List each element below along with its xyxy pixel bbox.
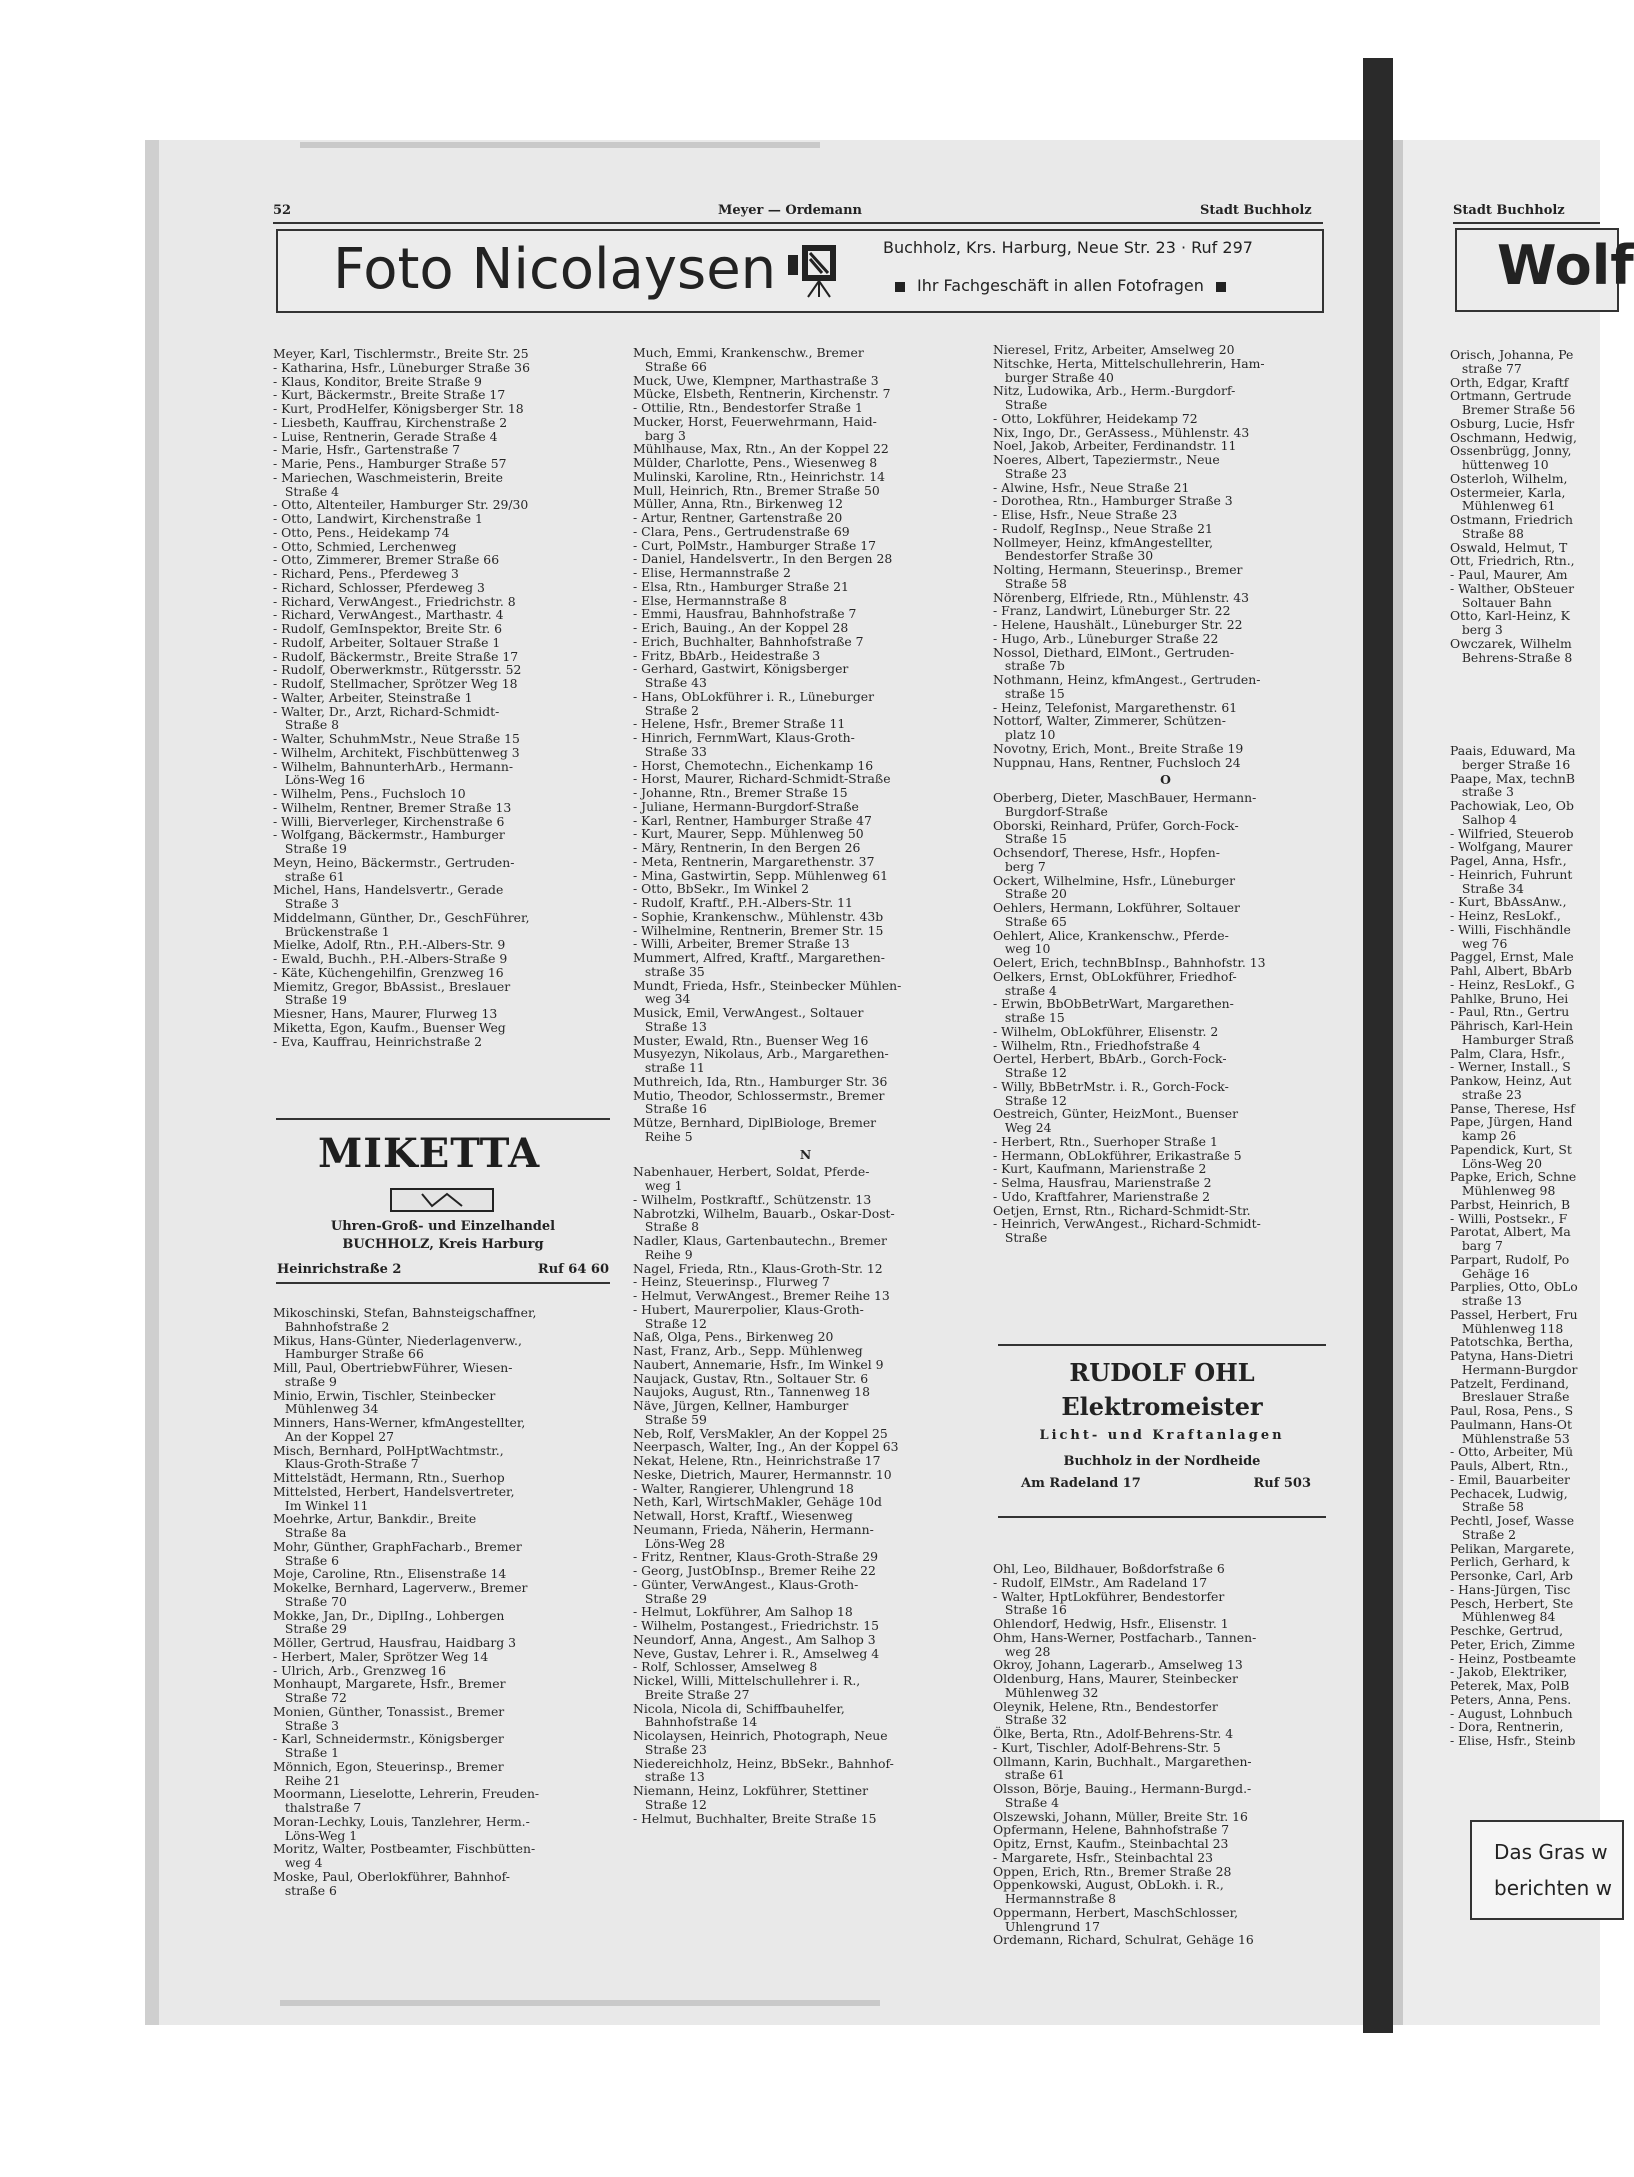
- miketta-ad-bottom-rule: [276, 1282, 610, 1284]
- right-page-ad-top: [1455, 228, 1634, 312]
- miketta-ad-text: [276, 1218, 610, 1254]
- scan-artifact: [280, 2000, 880, 2006]
- page-number: 52: [273, 203, 292, 218]
- right-page-column-top: Orisch, Johanna, Pe straße 77 Orth, Edgar, Kraftf Ortmann, Gertrude Bremer Straße 56 Osburg, Lucie, Hsfr Oschmann, Hedwig, Ossenbrügg, Jonny, hüttenweg 10 Osterloh, Wilhelm, Ostermeier, Karla, Mühlenweg 61 Ostmann, Friedrich Straße 88 Oswald, Helmut, T Ott, Friedrich, Rtn., - Paul, Maurer, Am - Walther, ObSteuer Soltauer Bahn Otto, Karl-Heinz, K berg 3 Owczarek, Wilhelm Behrens-Straße 8: [1450, 347, 1577, 665]
- right-header-rule: [1453, 222, 1600, 224]
- ohl-phone: Ruf 503: [1253, 1476, 1311, 1491]
- directory-column-2: Much, Emmi, Krankenschw., Bremer Straße 66 Muck, Uwe, Klempner, Marthastraße 3 Mücke, Elsbeth, Rentnerin, Kirchenstr. 7 - Ottilie, Rtn., Bendestorfer Straße 1 Mucker, Horst, Feuerwehrmann, Haid- barg 3 Mühlhause, Max, Rtn., An der Koppel 22 Mülder, Charlotte, Pens., Wiesenweg 8 Mulinski, Karoline, Rtn., Heinrichstr. 14 Mull, Heinrich, Rtn., Bremer Straße 50 Müller, Anna, Rtn., Birkenweg 12 - Artur, Rentner, Gartenstraße 20 - Clara, Pens., Gertrudenstraße 69 - Curt, PolMstr., Hamburger Straße 17 - Daniel, Handelsvertr., In den Bergen 28 - Elise, Hermannstraße 2 - Elsa, Rtn., Hamburger Straße 21 - Else, Hermannstraße 8 - Emmi, Hausfrau, Bahnhofstraße 7 - Erich, Bauing., An der Koppel 28 - Erich, Buchhalter, Bahnhofstraße 7 - Fritz, BbArb., Heidestraße 3 - Gerhard, Gastwirt, Königsberger Straße 43 - Hans, ObLokführer i. R., Lüneburger Straße 2 - Helene, Hsfr., Bremer Straße 11 - Hinrich, FernmWart, Klaus-Groth- Straße 33 - Horst, Chemotechn., Eichenkamp 16 - Horst, Maurer, Richard-Schmidt-Straße - Johanne, Rtn., Bremer Straße 15 - Juliane, Hermann-Burgdorf-Straße - Karl, Rentner, Hamburger Straße 47 - Kurt, Maurer, Sepp. Mühlenweg 50 - Märy, Rentnerin, In den Bergen 26 - Meta, Rentnerin, Margarethenstr. 37 - Mina, Gastwirtin, Sepp. Mühlenweg 61 - Otto, BbSekr., Im Winkel 2 - Rudolf, Kraftf., P.H.-Albers-Str. 11 - Sophie, Krankenschw., Mühlenstr. 43b - Wilhelmine, Rentnerin, Bremer Str. 15 - Willi, Arbeiter, Bremer Straße 13 Mummert, Alfred, Kraftf., Margarethen- straße 35 Mundt, Frieda, Hsfr., Steinbecker Mühlen- weg 34 Musick, Emil, VerwAngest., Soltauer Straße 13 Muster, Ewald, Rtn., Buenser Weg 16 Musyezyn, Nikolaus, Arb., Margarethen- straße 11 Muthreich, Ida, Rtn., Hamburger Str. 36 Mutio, Theodor, Schlossermstr., Bremer Straße 16 Mütze, Bernhard, DiplBiologe, Bremer Reihe 5 N Nabenhauer, Herbert, Soldat, Pferde- weg 1 - Wilhelm, Postkraftf., Schützenstr. 13 Nabrotzki, Wilhelm, Bauarb., Oskar-Dost- Straße 8 Nadler, Klaus, Gartenbautechn., Bremer Reihe 9 Nagel, Frieda, Rtn., Klaus-Groth-Str. 12 - Heinz, Steuerinsp., Flurweg 7 - Helmut, VerwAngest., Bremer Reihe 13 - Hubert, Maurerpolier, Klaus-Groth- Straße 12 Naß, Olga, Pens., Birkenweg 20 Nast, Franz, Arb., Sepp. Mühlenweg Naubert, Annemarie, Hsfr., Im Winkel 9 Naujack, Gustav, Rtn., Soltauer Str. 6 Naujoks, August, Rtn., Tannenweg 18 Näve, Jürgen, Kellner, Hamburger Straße 59 Neb, Rolf, VersMakler, An der Koppel 25 Neerpasch, Walter, Ing., An der Koppel 63 Nekat, Helene, Rtn., Heinrichstraße 17 Neske, Dietrich, Maurer, Hermannstr. 10 - Walter, Rangierer, Uhlengrund 18 Neth, Karl, WirtschMakler, Gehäge 10d Netwall, Horst, Kraftf., Wiesenweg Neumann, Frieda, Näherin, Hermann- Löns-Weg 28 - Fritz, Rentner, Klaus-Groth-Straße 29 - Georg, JustObInsp., Bremer Reihe 22 - Günter, VerwAngest., Klaus-Groth- Straße 29 - Helmut, Lokführer, Am Salhop 18 - Wilhelm, Postangest., Friedrichstr. 15 Neundorf, Anna, Angest., Am Salhop 3 Neve, Gustav, Lehrer i. R., Amselweg 4 - Rolf, Schlosser, Amselweg 8 Nickel, Willi, Mittelschullehrer i. R., Breite Straße 27 Nicola, Nicola di, Schiffbauhelfer, Bahnhofstraße 14 Nicolaysen, Heinrich, Photograph, Neue Straße 23 Niedereichholz, Heinz, BbSekr., Bahnhof- straße 13 Niemann, Heinz, Lokführer, Stettiner Straße 12 - Helmut, Buchhalter, Breite Straße 15: [633, 346, 978, 1825]
- directory-column-1-bottom: Mikoschinski, Stefan, Bahnsteigschaffner, Bahnhofstraße 2 Mikus, Hans-Günter, Niederlagenverw., Hamburger Straße 66 Mill, Paul, ObertriebwFührer, Wiesen- straße 9 Minio, Erwin, Tischler, Steinbecker Mühlenweg 34 Minners, Hans-Werner, kfmAngestellter, An der Koppel 27 Misch, Bernhard, PolHptWachtmstr., Klaus-Groth-Straße 7 Mittelstädt, Hermann, Rtn., Suerhop Mittelsted, Herbert, Handelsvertreter, Im Winkel 11 Moehrke, Artur, Bankdir., Breite Straße 8a Mohr, Günther, GraphFacharb., Bremer Straße 6 Moje, Caroline, Rtn., Elisenstraße 14 Mokelke, Bernhard, Lagerverw., Bremer Straße 70 Mokke, Jan, Dr., DiplIng., Lohbergen Straße 29 Möller, Gertrud, Hausfrau, Haidbarg 3 - Herbert, Maler, Sprötzer Weg 14 - Ulrich, Arb., Grenzweg 16 Monhaupt, Margarete, Hsfr., Bremer Straße 72 Monien, Günther, Tonassist., Bremer Straße 3 - Karl, Schneidermstr., Königsberger Straße 1 Mönnich, Egon, Steuerinsp., Bremer Reihe 21 Moormann, Lieselotte, Lehrerin, Freuden- thalstraße 7 Moran-Lechky, Louis, Tanzlehrer, Herm.- Löns-Weg 1 Moritz, Walter, Postbeamter, Fischbütten- weg 4 Moske, Paul, Oberlokführer, Bahnhof- straße 6: [273, 1305, 540, 1898]
- miketta-phone: Ruf 64 60: [537, 1262, 609, 1277]
- miketta-ad-line2: BUCHHOLZ, Kreis Harburg: [342, 1237, 544, 1252]
- miketta-ad-line1: Uhren-Groß- und Einzelhandel: [330, 1219, 556, 1234]
- ohl-ad-name: RUDOLF OHL: [1069, 1358, 1255, 1387]
- left-page-edge: [145, 140, 159, 2025]
- right-page-city: Stadt Buchholz: [1453, 203, 1565, 218]
- miketta-ad-rule: [276, 1118, 610, 1120]
- section-letter-heading: N: [799, 1146, 812, 1162]
- right-page-column-bottom: Paais, Eduward, Ma berger Straße 16 Paape, Max, technB straße 3 Pachowiak, Leo, Ob Salhop 4 - Wilfried, Steuerob - Wolfgang, Maurer Pagel, Anna, Hsfr., - Heinrich, Fuhrunt Straße 34 - Kurt, BbAssAnw., - Heinz, ResLokf., - Willi, Fischhändle weg 76 Paggel, Ernst, Male Pahl, Albert, BbArb - Heinz, ResLokf., G Pahlke, Bruno, Hei - Paul, Rtn., Gertru Pährisch, Karl-Hein Hamburger Straß Palm, Clara, Hsfr., - Werner, Install., S Pankow, Heinz, Aut straße 23 Panse, Therese, Hsf Pape, Jürgen, Hand kamp 26 Papendick, Kurt, St Löns-Weg 20 Papke, Erich, Schne Mühlenweg 98 Parbst, Heinrich, B - Willi, Postsekr., F Parotat, Albert, Ma barg 7 Parpart, Rudolf, Po Gehäge 16 Parplies, Otto, ObLo straße 13 Passel, Herbert, Fru Mühlenweg 118 Patotschka, Bertha, Patyna, Hans-Dietri Hermann-Burgdor Patzelt, Ferdinand, Breslauer Straße Paul, Rosa, Pens., S Paulmann, Hans-Ot Mühlenstraße 53 - Otto, Arbeiter, Mü Pauls, Albert, Rtn., - Emil, Bauarbeiter Pechacek, Ludwig, Straße 58 Pechtl, Josef, Wasse Straße 2 Pelikan, Margarete, Perlich, Gerhard, k Personke, Carl, Arb - Hans-Jürgen, Tisc Pesch, Herbert, Ste Mühlenweg 84 Peschke, Gertrud, Peter, Erich, Zimme - Heinz, Postbeamte - Jakob, Elektriker, Peterek, Max, PolB Peters, Anna, Pens. - August, Lohnbuch - Dora, Rentnerin, - Elise, Hsfr., Steinb: [1450, 743, 1578, 1748]
- miketta-ad-name: MIKETTA: [318, 1130, 541, 1177]
- directory-column-1-top: Meyer, Karl, Tischlermstr., Breite Str. 25 - Katharina, Hsfr., Lüneburger Straße 36 - Klaus, Konditor, Breite Straße 9 - Kurt, Bäckermstr., Breite Straße 17 - Kurt, ProdHelfer, Königsberger Str. 18 - Liesbeth, Kauffrau, Kirchenstraße 2 - Luise, Rentnerin, Gerade Straße 4 - Marie, Hsfr., Gartenstraße 7 - Marie, Pens., Hamburger Straße 57 - Mariechen, Waschmeisterin, Breite Straße 4 - Otto, Altenteiler, Hamburger Str. 29/30 - Otto, Landwirt, Kirchenstraße 1 - Otto, Pens., Heidekamp 74 - Otto, Schmied, Lerchenweg - Otto, Zimmerer, Bremer Straße 66 - Richard, Pens., Pferdeweg 3 - Richard, Schlosser, Pferdeweg 3 - Richard, VerwAngest., Friedrichstr. 8 - Richard, VerwAngest., Marthastr. 4 - Rudolf, GemInspektor, Breite Str. 6 - Rudolf, Arbeiter, Soltauer Straße 1 - Rudolf, Bäckermstr., Breite Straße 17 - Rudolf, Oberwerkmstr., Rütgersstr. 52 - Rudolf, Stellmacher, Sprötzer Weg 18 - Walter, Arbeiter, Steinstraße 1 - Walter, Dr., Arzt, Richard-Schmidt- Straße 8 - Walter, SchuhmMstr., Neue Straße 15 - Wilhelm, Architekt, Fischbüttenweg 3 - Wilhelm, BahnunterhArb., Hermann- Löns-Weg 16 - Wilhelm, Pens., Fuchsloch 10 - Wilhelm, Rentner, Bremer Straße 13 - Willi, Bierverleger, Kirchenstraße 6 - Wolfgang, Bäckermstr., Hamburger Straße 19 Meyn, Heino, Bäckermstr., Gertruden- straße 61 Michel, Hans, Handelsvertr., Gerade Straße 3 Middelmann, Günther, Dr., GeschFührer, Brückenstraße 1 Mielke, Adolf, Rtn., P.H.-Albers-Str. 9 - Ewald, Buchh., P.H.-Albers-Straße 9 - Käte, Küchengehilfin, Grenzweg 16 Miemitz, Gregor, BbAssist., Breslauer Straße 19 Miesner, Hans, Maurer, Flurweg 13 Miketta, Egon, Kaufm., Buenser Weg - Eva, Kauffrau, Heinrichstraße 2: [273, 346, 530, 1049]
- ad-foto-nicolaysen: [276, 229, 1324, 313]
- watch-logo-icon: [390, 1188, 494, 1212]
- camera-logo-icon: [788, 245, 840, 297]
- section-letter-heading: O: [1160, 772, 1171, 788]
- ohl-ad-rule: [998, 1344, 1326, 1346]
- miketta-ad-address: [277, 1262, 609, 1277]
- ohl-ad-city: Buchholz in der Nordheide: [1063, 1454, 1261, 1469]
- ad-address: Buchholz, Krs. Harburg, Neue Str. 23 · Ruf 297: [883, 238, 1253, 257]
- ad-slogan-row: [883, 276, 1238, 295]
- miketta-street: Heinrichstraße 2: [277, 1262, 402, 1277]
- square-bullet-icon: [1216, 282, 1226, 292]
- square-bullet-icon: [895, 282, 905, 292]
- book-gutter: [1363, 58, 1393, 2033]
- directory-column-3-bottom: Ohl, Leo, Bildhauer, Boßdorfstraße 6 - Rudolf, ElMstr., Am Radeland 17 - Walter, HptLokführer, Bendestorfer Straße 16 Ohlendorf, Hedwig, Hsfr., Elisenstr. 1 Ohm, Hans-Werner, Postfacharb., Tannen- weg 28 Okroy, Johann, Lagerarb., Amselweg 13 Oldenburg, Hans, Maurer, Steinbecker Mühlenweg 32 Oleynik, Helene, Rtn., Bendestorfer Straße 32 Ölke, Berta, Rtn., Adolf-Behrens-Str. 4 - Kurt, Tischler, Adolf-Behrens-Str. 5 Ollmann, Karin, Buchhalt., Margarethen- straße 61 Olsson, Börje, Bauing., Hermann-Burgd.- Straße 4 Olszewski, Johann, Müller, Breite Str. 16 Opfermann, Helene, Bahnhofstraße 7 Opitz, Ernst, Kaufm., Steinbachtal 23 - Margarete, Hsfr., Steinbachtal 23 Oppen, Erich, Rtn., Bremer Straße 28 Oppenkowski, August, ObLokh. i. R., Hermannstraße 8 Oppermann, Herbert, MaschSchlosser, Uhlengrund 17 Ordemann, Richard, Schulrat, Gehäge 16: [993, 1561, 1257, 1948]
- running-city: Stadt Buchholz: [1200, 203, 1312, 218]
- right-page-ad-bottom: [1470, 1820, 1624, 1920]
- ohl-ad-address: [1021, 1476, 1311, 1491]
- directory-column-3-top: Nieresel, Fritz, Arbeiter, Amselweg 20 Nitschke, Herta, Mittelschullehrerin, Ham- burger Straße 40 Nitz, Ludowika, Arb., Herm.-Burgdorf- Straße - Otto, Lokführer, Heidekamp 72 Nix, Ingo, Dr., GerAssess., Mühlenstr. 43 Noel, Jakob, Arbeiter, Ferdinandstr. 11 Noeres, Albert, Tapeziermstr., Neue Straße 23 - Alwine, Hsfr., Neue Straße 21 - Dorothea, Rtn., Hamburger Straße 3 - Elise, Hsfr., Neue Straße 23 - Rudolf, RegInsp., Neue Straße 21 Nollmeyer, Heinz, kfmAngestellter, Bendestorfer Straße 30 Nolting, Hermann, Steuerinsp., Bremer Straße 58 Nörenberg, Elfriede, Rtn., Mühlenstr. 43 - Franz, Landwirt, Lüneburger Str. 22 - Helene, Haushält., Lüneburger Str. 22 - Hugo, Arb., Lüneburger Straße 22 Nossol, Diethard, ElMont., Gertruden- straße 7b Nothmann, Heinz, kfmAngest., Gertruden- straße 15 - Heinz, Telefonist, Margarethenstr. 61 Nottorf, Walter, Zimmerer, Schützen- platz 10 Novotny, Erich, Mont., Breite Straße 19 Nuppnau, Hans, Rentner, Fuchsloch 24 O Oberberg, Dieter, MaschBauer, Hermann- Burgdorf-Straße Oborski, Reinhard, Prüfer, Gorch-Fock- Straße 15 Ochsendorf, Therese, Hsfr., Hopfen- berg 7 Ockert, Wilhelmine, Hsfr., Lüneburger Straße 20 Oehlers, Hermann, Lokführer, Soltauer Straße 65 Oehlert, Alice, Krankenschw., Pferde- weg 10 Oelert, Erich, technBbInsp., Bahnhofstr. 13 Oelkers, Ernst, ObLokführer, Friedhof- straße 4 - Erwin, BbObBetrWart, Margarethen- straße 15 - Wilhelm, ObLokführer, Elisenstr. 2 - Wilhelm, Rtn., Friedhofstraße 4 Oertel, Herbert, BbArb., Gorch-Fock- Straße 12 - Willy, BbBetrMstr. i. R., Gorch-Fock- Straße 12 Oestreich, Günter, HeizMont., Buenser Weg 24 - Herbert, Rtn., Suerhoper Straße 1 - Hermann, ObLokführer, Erikastraße 5 - Kurt, Kaufmann, Marienstraße 2 - Selma, Hausfrau, Marienstraße 2 - Udo, Kraftfahrer, Marienstraße 2 Oetjen, Ernst, Rtn., Richard-Schmidt-Str. - Heinrich, VerwAngest., Richard-Schmidt- Straße: [993, 343, 1338, 1245]
- ad-slogan: Ihr Fachgeschäft in allen Fotofragen: [917, 276, 1204, 295]
- ohl-ad-title: Elektromeister: [1061, 1392, 1263, 1421]
- ohl-ad-trade: Licht- und Kraftanlagen: [1039, 1428, 1285, 1443]
- right-ad-text: Wolf: [1497, 234, 1634, 297]
- ohl-ad-bottom-rule: [998, 1516, 1326, 1518]
- running-head: Meyer — Ordemann: [718, 203, 863, 218]
- scan-artifact: [300, 142, 820, 148]
- ad-name: Foto Nicolaysen: [333, 237, 777, 302]
- right-page-edge: [1393, 140, 1403, 2025]
- right-ad-line2: berichten w: [1494, 1876, 1612, 1900]
- header-rule: [273, 222, 1323, 224]
- ohl-street: Am Radeland 17: [1021, 1476, 1141, 1491]
- right-ad-line1: Das Gras w: [1494, 1840, 1608, 1864]
